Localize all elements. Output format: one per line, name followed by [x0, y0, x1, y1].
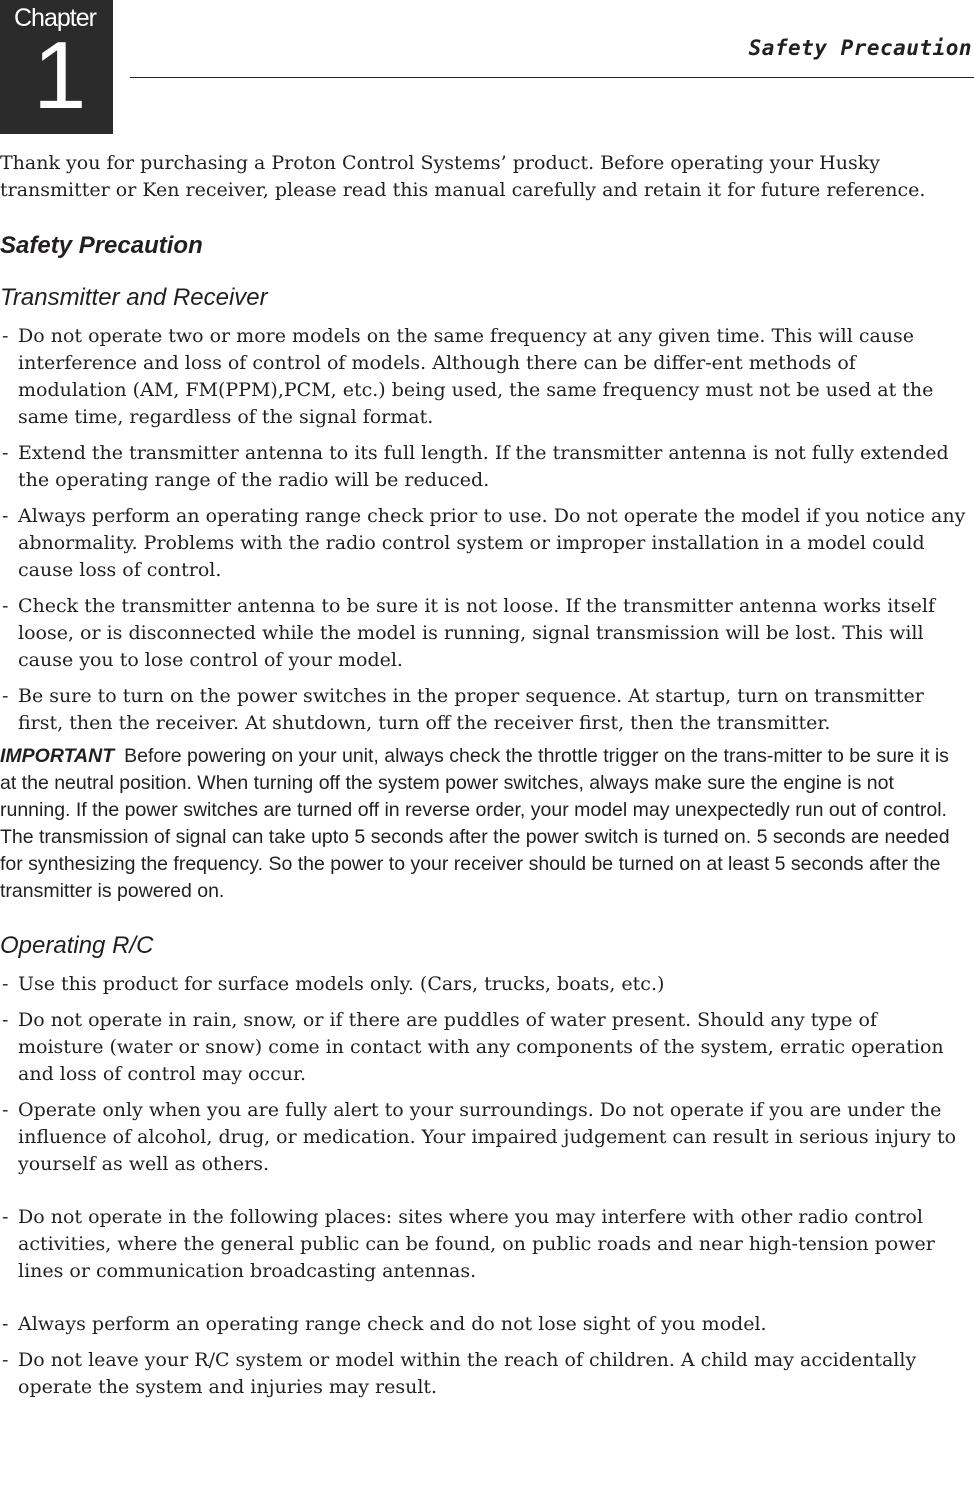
- list-item: - Do not operate in rain, snow, or if there are puddles of water present. Should any type of moisture (water or snow) come in contact with any components of the system, erratic operation and loss of control may occur.: [2, 1009, 944, 1085]
- list-item: - Do not operate two or more models on the same frequency at any given time. This will cause interference and loss of control of models. Although there can be differ-ent methods of modulation (AM, FM(PPM),PCM, etc.) being used, the same frequency must not be used at the same time, regardless of the signal format.: [2, 325, 934, 428]
- chapter-badge: [0, 0, 113, 134]
- operating-list: [0, 971, 966, 1401]
- list-item: - Operate only when you are fully alert to your surroundings. Do not operate if you are under the influence of alcohol, drug, or medication. Your impaired judgement can result in serious injury to yourself as well as others.: [2, 1099, 957, 1175]
- page-content: [0, 150, 974, 1410]
- chapter-label: Chapter: [14, 4, 96, 32]
- important-notice: [0, 743, 968, 905]
- list-item: - Always perform an operating range check and do not lose sight of you model.: [2, 1313, 767, 1335]
- transmitter-heading: Transmitter and Receiver: [0, 284, 268, 311]
- transmitter-list: [0, 323, 966, 737]
- list-item: - Always perform an operating range check prior to use. Do not operate the model if you notice any abnormality. Problems with the radio control system or improper installation in a model could cause loss of control.: [2, 505, 966, 581]
- chapter-number: 1: [33, 22, 87, 129]
- list-item: - Extend the transmitter antenna to its full length. If the transmitter antenna is not fully extended the operating range of the radio will be reduced.: [2, 442, 949, 491]
- list-item: - Use this product for surface models only. (Cars, trucks, boats, etc.): [2, 973, 665, 995]
- important-label: IMPORTANT: [0, 745, 115, 767]
- operating-heading: Operating R/C: [0, 932, 154, 959]
- intro-paragraph: Thank you for purchasing a Proton Control Systems’ product. Before operating your Husky transmitter or Ken receiver, please read this manual carefully and retain it for future reference.: [0, 152, 926, 201]
- list-item: - Be sure to turn on the power switches in the proper sequence. At startup, turn on transmitter first, then the receiver. At shutdown, turn off the receiver first, then the transmitter.: [2, 685, 924, 734]
- list-item: - Check the transmitter antenna to be sure it is not loose. If the transmitter antenna works itself loose, or is disconnected while the model is running, signal transmission will be lost. This will cause you to lose control of your model.: [2, 595, 936, 671]
- list-item: - Do not operate in the following places: sites where you may interfere with other radio control activities, where the general public can be found, on public roads and near high-tension power lines or communication broadcasting antennas.: [2, 1206, 935, 1282]
- running-title: Safety Precaution: [748, 36, 972, 60]
- transmission-note: The transmission of signal can take upto 5 seconds after the power switch is turned on. 5 seconds are needed for synthesizing the frequency. So the power to your receiver should be turned on at least 5 seconds after the transmitter is powered on.: [0, 826, 950, 902]
- section-title: Safety Precaution: [0, 232, 203, 259]
- important-text: Before powering on your unit, always check the throttle trigger on the trans-mitter to be sure it is at the neutral position. When turning off the system power switches, always make sure the engine is not running. If the power switches are turned off in reverse order, your model may unexpectedly run out of control.: [0, 745, 949, 821]
- header-divider: [130, 77, 974, 78]
- list-item: - Do not leave your R/C system or model within the reach of children. A child may accidentally operate the system and injuries may result.: [2, 1349, 917, 1398]
